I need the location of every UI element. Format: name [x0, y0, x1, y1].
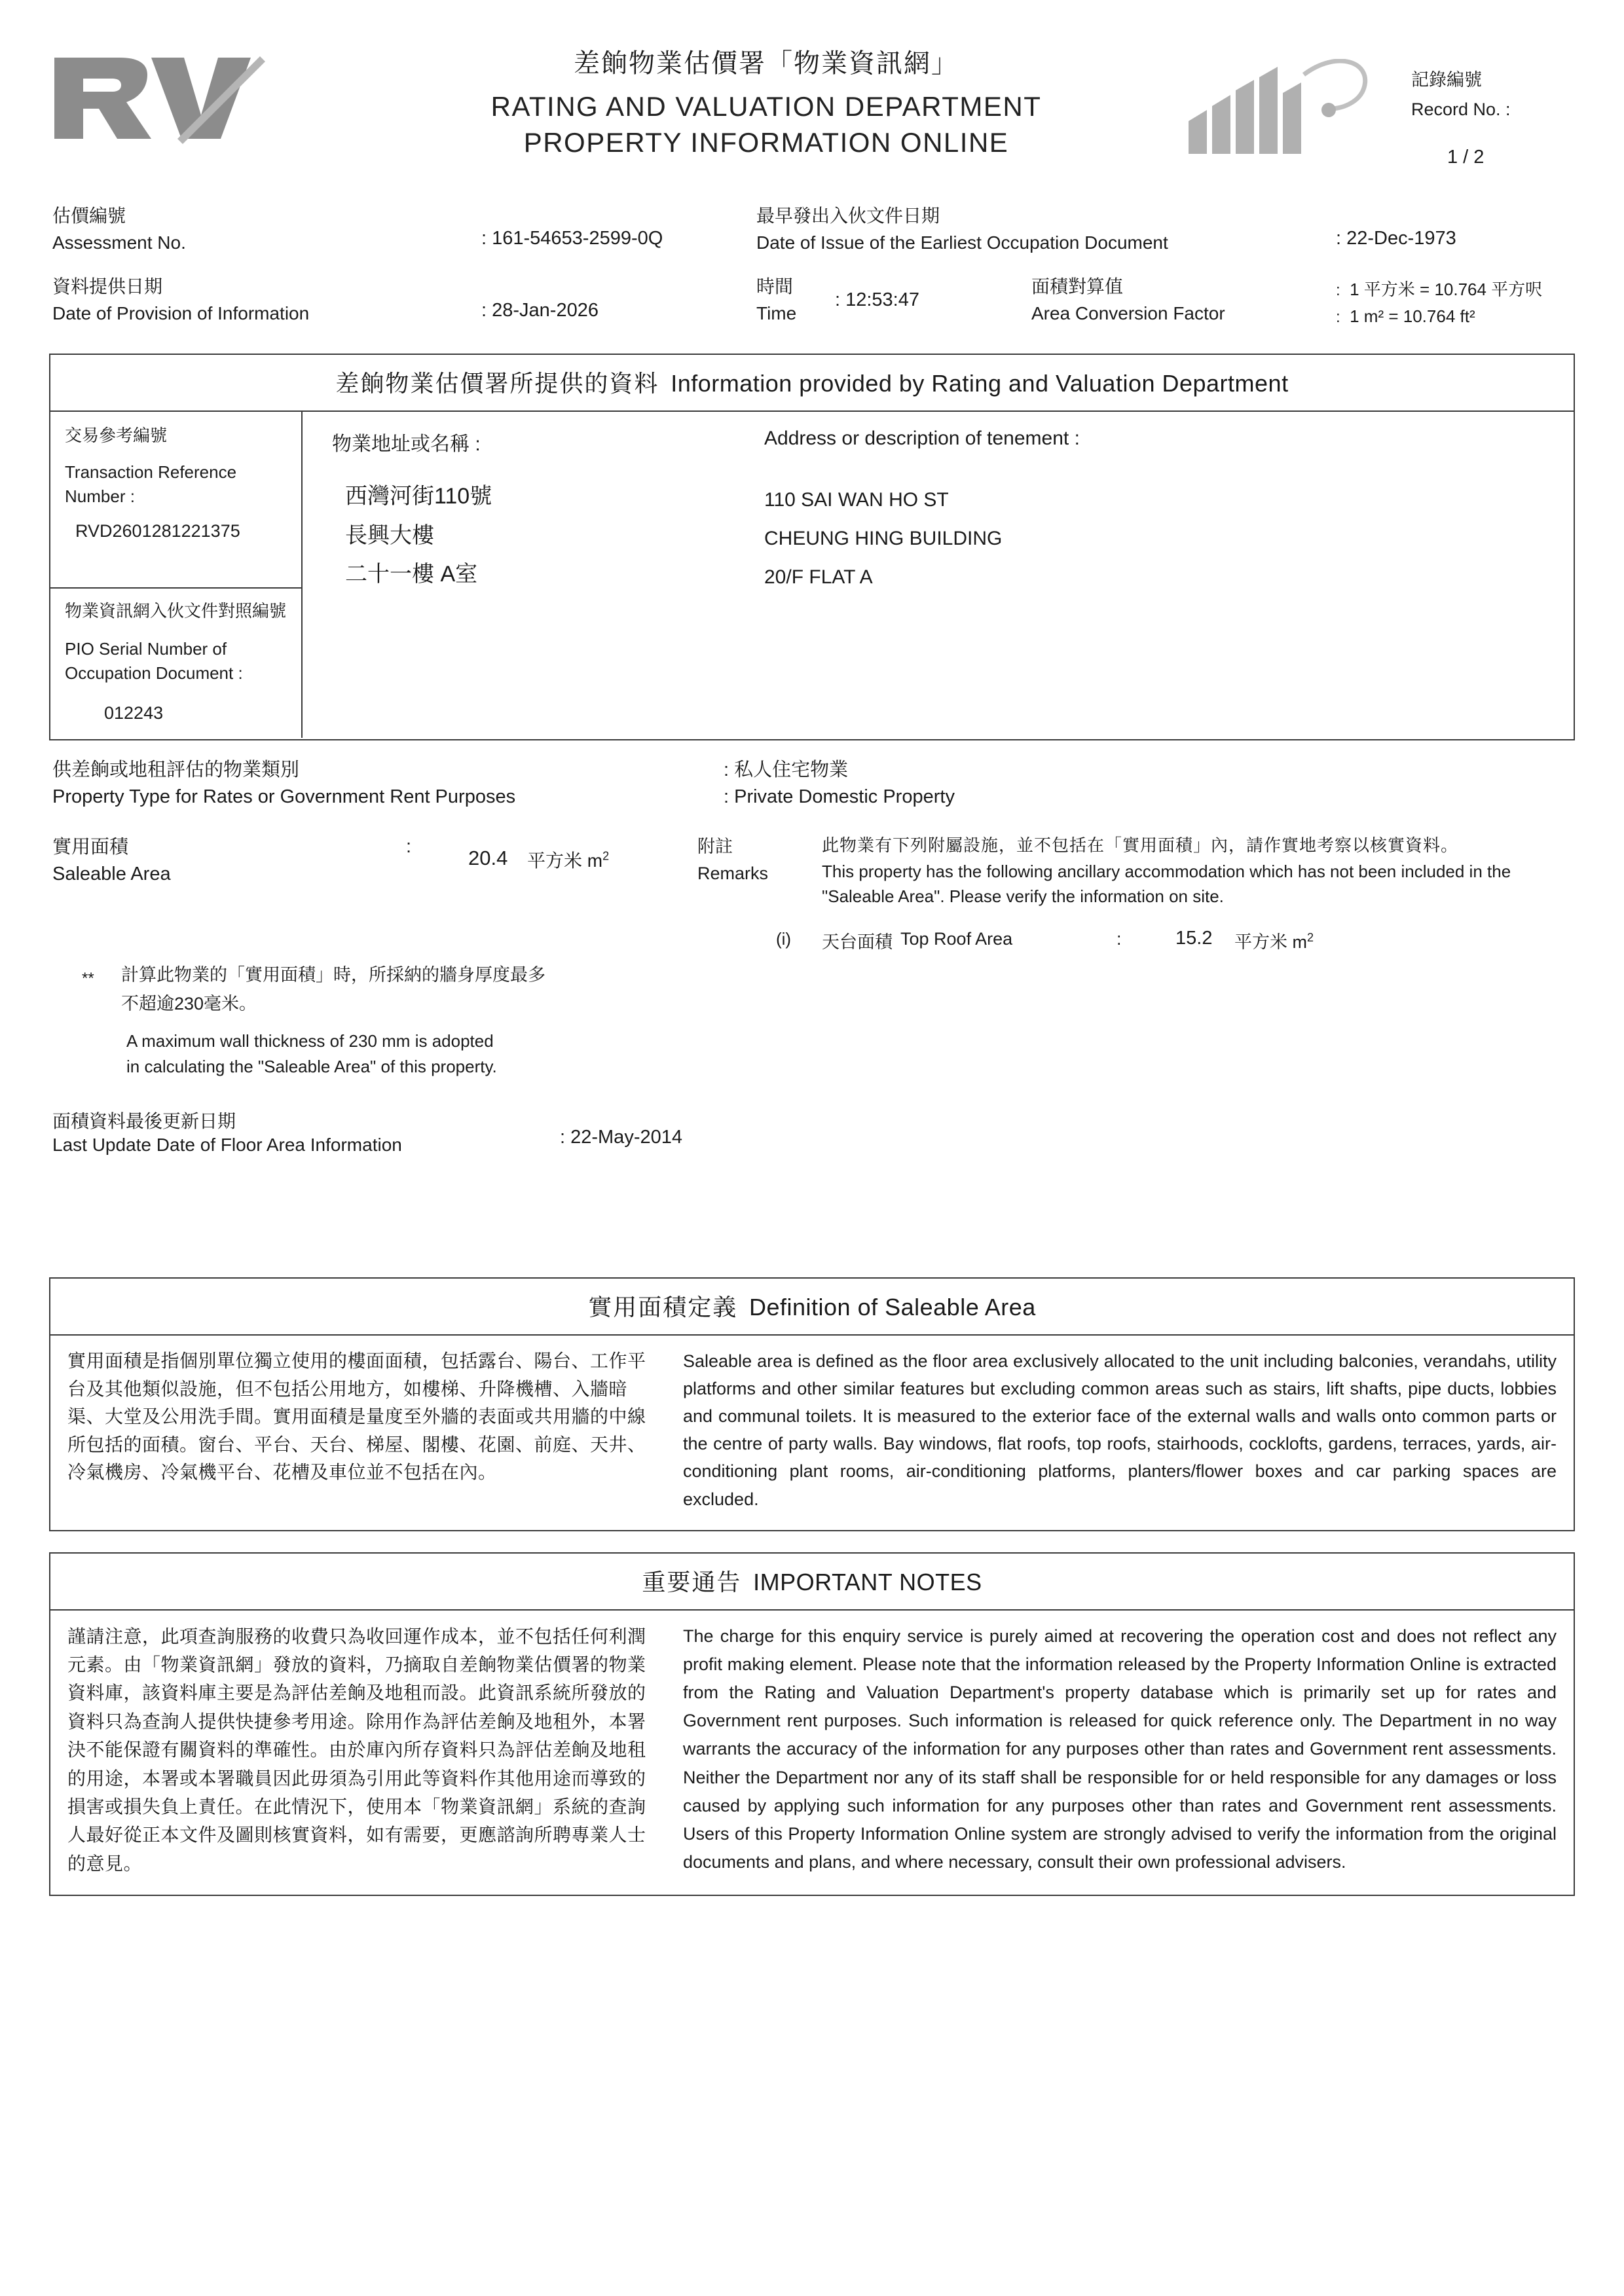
- definition-section: [49, 1277, 1575, 1531]
- remarks-text-zh: 此物業有下列附屬設施，並不包括在「實用面積」內，請作實地考察以核實資料。: [822, 835, 1459, 855]
- meta-grid: [49, 203, 1575, 354]
- wall-note-en: [126, 1029, 497, 1080]
- area-conversion-value-en: : 1 m² = 10.764 ft²: [1336, 306, 1475, 326]
- property-type-value-zh: : 私人住宅物業: [724, 759, 849, 780]
- important-notes-section: [49, 1552, 1575, 1897]
- address-en: [764, 481, 1002, 596]
- address-zh-line: 長興大樓: [345, 522, 434, 548]
- address-heading-zh: 物業地址或名稱 :: [332, 433, 481, 455]
- saleable-area-label-en: Saleable Area: [52, 864, 171, 884]
- remarks-label-zh: 附註: [697, 837, 733, 856]
- transaction-reference-value: RVD2601281221375: [75, 521, 240, 541]
- title-en-line1: RATING AND VALUATION DEPARTMENT: [490, 91, 1042, 122]
- address-en-line: 110 SAI WAN HO ST: [764, 489, 949, 511]
- important-notes-body-zh: 謹請注意，此項查詢服務的收費只為收回運作成本，並不包括任何利潤元素。由「物業資訊網」發放的資料，乃摘取自差餉物業估價署的物業資料庫，該資料庫主要是為評估差餉及地租而設。此資訊系統所發放的資料只為查詢人提供快捷參考用途。除用作為評估差餉及地租外，本署決不能保證有關資料的準確性。由於庫內所存資料只為評估差餉及地租的用途，本署或本署職員因此毋須為引用此等資料作其他用途而導致的損害或損失負上責任。在此情況下，使用本「物業資訊網」系統的查詢人最好從正本文件及圖則核實資料，如有需要，更應諮詢所聘專業人士的意見。: [67, 1626, 646, 1874]
- info-banner-zh: 差餉物業估價署所提供的資料: [335, 370, 659, 397]
- rvd-logo-icon: [49, 52, 265, 144]
- remarks-text-en: This property has the following ancillary accommodation which has not been included in the "Saleable Area". Please verify the information on site.: [822, 862, 1511, 906]
- address-en-line: CHEUNG HING BUILDING: [764, 528, 1003, 550]
- wall-note-en-line2: in calculating the "Saleable Area" of this property.: [126, 1057, 497, 1076]
- bar-chart-icon: [1175, 59, 1378, 154]
- record-label-zh: 記錄編號: [1411, 70, 1482, 90]
- definition-body-zh: 實用面積是指個別單位獨立使用的樓面面積，包括露台、陽台、工作平台及其他類似設施，但不包括公用地方，如樓梯、升降機槽、入牆暗渠、大堂及公用洗手間。實用面積是量度至外牆的表面或共用牆的中線所包括的面積。窗台、平台、天台、梯屋、閣樓、花園、前庭、天井、冷氣機房、冷氣機平台、花槽及車位並不包括在內。: [67, 1351, 646, 1483]
- address-heading-en: Address or description of tenement :: [764, 428, 1080, 449]
- record-value: 1 / 2: [1447, 147, 1485, 168]
- remarks-item-colon: :: [1116, 929, 1122, 949]
- address-en-line: 20/F FLAT A: [764, 566, 873, 589]
- definition-banner: [49, 1277, 1575, 1336]
- address-zh-line: 二十一樓 A室: [345, 562, 478, 587]
- header-titles: [390, 46, 1143, 160]
- area-conversion-value-zh: : 1 平方米 = 10.764 平方呎: [1336, 280, 1543, 299]
- property-type-label-zh: 供差餉或地租評估的物業類別: [52, 759, 300, 780]
- wall-note-en-line1: A maximum wall thickness of 230 mm is adopted: [126, 1031, 494, 1051]
- remarks-label-en: Remarks: [697, 864, 769, 883]
- assessment-no-label: 估價編號 Assessment No.: [52, 206, 186, 253]
- title-en-line2: PROPERTY INFORMATION ONLINE: [523, 126, 1009, 158]
- time-label: 時間 Time: [756, 276, 797, 323]
- assessment-no-value: : 161-54653-2599-0Q: [481, 228, 663, 249]
- issue-date-value: : 22-Dec-1973: [1336, 228, 1456, 249]
- remarks-item-value: 15.2: [1175, 928, 1213, 949]
- info-banner-en: Information provided by Rating and Valuation Department: [671, 370, 1289, 397]
- last-update-label-en: Last Update Date of Floor Area Information: [52, 1135, 402, 1155]
- transaction-reference-cell: [50, 412, 303, 589]
- provision-date-value: : 28-Jan-2026: [481, 300, 599, 321]
- area-conversion-label: 面積對算值 Area Conversion Factor: [1031, 276, 1225, 323]
- document-header: [49, 39, 1575, 203]
- pio-label-en: PIO Serial Number of Occupation Document :: [65, 638, 243, 683]
- important-notes-body-en: The charge for this enquiry service is purely aimed at recovering the operation cost and does not reflect any profit making element. Please note that the information released by the Property Information Online is extracted from the Rating and Valuation Department's property database which is primarily set up for rates and Government rent purposes. Such information is released for quick reference only. The Department in no way warrants the accuracy of the information for any purposes other than rates and Government rent assessments. Neither the Department nor any of its staff shall be responsible for or held responsible for any damages or loss caused by applying such information for any purposes other than rates and Government rent assessments. Users of this Property Information Online system are strongly advised to verify the information from the original documents and plans, and where necessary, consult their own professional advisers.: [683, 1626, 1557, 1872]
- remarks-item-label-en: Top Roof Area: [900, 929, 1013, 949]
- saleable-area-label-zh: 實用面積: [52, 837, 129, 858]
- property-type-label-en: Property Type for Rates or Government Rent Purposes: [52, 786, 516, 807]
- record-label-en: Record No. :: [1411, 99, 1511, 119]
- information-table: [49, 412, 1575, 740]
- remarks-item-unit: 平方米 $m^2$: [1234, 931, 1314, 952]
- definition-banner-zh: 實用面積定義: [588, 1294, 738, 1321]
- pio-serial-cell: [50, 589, 303, 738]
- wall-note-zh-line1: 計算此物業的「實用面積」時，所採納的牆身厚度最多: [121, 965, 545, 985]
- important-notes-banner-zh: 重要通告: [642, 1568, 742, 1595]
- last-update-label-zh: 面積資料最後更新日期: [52, 1111, 236, 1131]
- property-type-block: [49, 755, 1575, 832]
- remarks-item-label-zh: 天台面積: [822, 932, 893, 952]
- saleable-area-colon: :: [406, 836, 412, 857]
- definition-body-en: Saleable area is defined as the floor area exclusively allocated to the unit including balconies, verandahs, utility platforms and other similar features but excluding common areas such as stairs, lift shafts, pipe ducts, lobbies and communal toilets. It is measured to the exterior face of the external walls and walls onto common parts or the centre of party walls. Bay windows, flat roofs, top roofs, stairhoods, cocklofts, gardens, terraces, yards, air-conditioning plant rooms, air-conditioning platforms, planters/flower boxes and car parking spaces are excluded.: [683, 1351, 1557, 1509]
- important-notes-banner-en: IMPORTANT NOTES: [753, 1568, 982, 1595]
- wall-note-zh-line2: 不超逾230毫米。: [121, 994, 257, 1013]
- transaction-label-zh: 交易參考編號: [65, 426, 168, 445]
- record-number-block: [1411, 65, 1575, 173]
- wall-note-marker: **: [82, 970, 94, 987]
- pio-label-zh: 物業資訊網入伙文件對照編號: [65, 601, 287, 621]
- remarks-item-marker: (i): [776, 929, 792, 949]
- saleable-area-value: 20.4: [468, 847, 508, 869]
- info-banner: [49, 354, 1575, 412]
- provision-date-label: 資料提供日期 Date of Provision of Information: [52, 276, 310, 323]
- property-type-value-en: : Private Domestic Property: [724, 786, 955, 807]
- pio-serial-value: 012243: [104, 703, 164, 723]
- important-notes-banner: [49, 1552, 1575, 1611]
- last-update-value: : 22-May-2014: [560, 1127, 682, 1148]
- definition-banner-en: Definition of Saleable Area: [749, 1294, 1036, 1321]
- address-zh-line: 西灣河街110號: [345, 484, 492, 509]
- transaction-label-en: Transaction Reference Number :: [65, 462, 237, 507]
- saleable-area-unit: 平方米 $m^2$: [527, 849, 610, 871]
- title-zh: 差餉物業估價署「物業資訊網」: [574, 49, 959, 78]
- time-value: : 12:53:47: [835, 289, 919, 310]
- saleable-area-block: [49, 832, 1575, 1173]
- issue-date-label: 最早發出入伙文件日期 Date of Issue of the Earliest Occupation Document: [756, 206, 1168, 253]
- address-zh: [345, 477, 492, 594]
